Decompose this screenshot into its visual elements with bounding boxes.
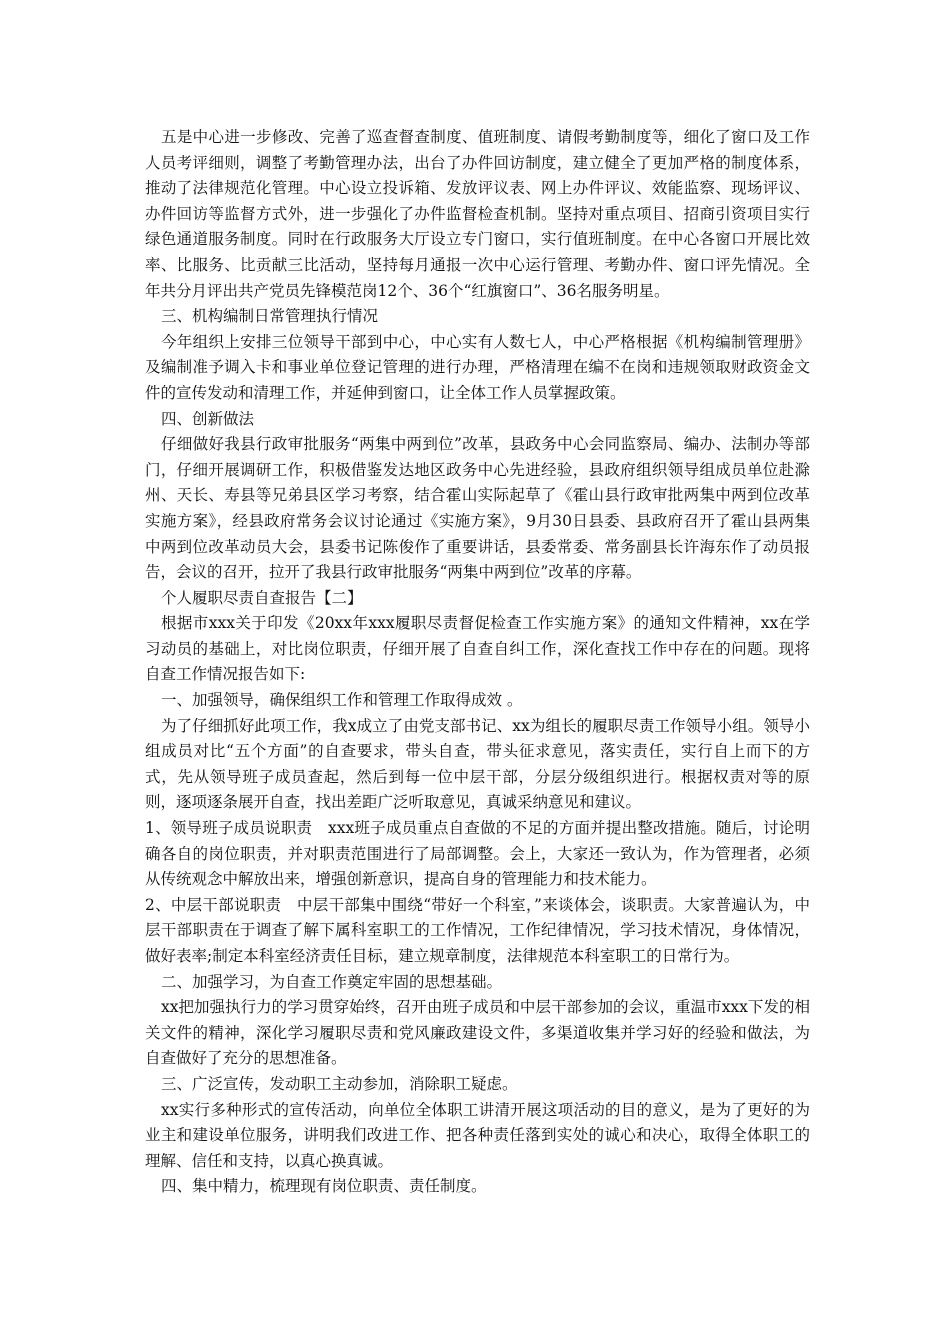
paragraph-innovation: 仔细做好我县行政审批服务“两集中两到位”改革，县政务中心会同监察局、编办、法制办等部门，仔细开展调研工作，积极借鉴发达地区政务中心先进经验，县政府组织领导组成员单位赴滁州、天长、寿县等兄弟县区学习考察，结合霍山实际起草了《霍山县行政审批两集中两到位改革实施方案》，经县政府常务会议讨论通过《实施方案》，9月30日县委、县政府召开了霍山县两集中两到位改革动员大会，县委书记陈俊作了重要讲话，县委常委、常务副县长许海东作了动员报告，会议的召开，拉开了我县行政审批服务“两集中两到位”改革的序幕。 bbox=[145, 435, 810, 582]
report-title-2: 个人履职尽责自查报告【二】 bbox=[161, 588, 363, 607]
paragraph-leadership: 为了仔细抓好此项工作，我x成立了由党支部书记、xx为组长的履职尽责工作领导小组。领导小组成员对比“五个方面”的自查要求，带头自查，带头征求意见，落实责任，实行自上而下的方式，先从领导班子成员查起，然后到每一位中层干部，分层分级组织进行。根据权责对等的原则，逐项逐条展开自查，找出差距广泛听取意见，真诚采纳意见和建议。 bbox=[145, 716, 810, 812]
section-heading-4: 四、创新做法 bbox=[161, 409, 255, 428]
paragraph-publicity: xx实行多种形式的宣传活动，向单位全体职工讲清开展这项活动的目的意义，是为了更好的为业主和建设单位服务，讲明我们改进工作、把各种责任落到实处的诚心和决心，取得全体职工的理解、信任和支持，以真心换真诚。 bbox=[145, 1100, 810, 1170]
paragraph-item-1: 1、领导班子成员说职责 xxx班子成员重点自查做的不足的方面并提出整改措施。随后，讨论明确各自的岗位职责，并对职责范围进行了局部调整。会上，大家还一致认为，作为管理者，必须从传统观念中解放出来，增强创新意识，提高自身的管理能力和技术能力。 bbox=[145, 819, 810, 889]
section-heading-leadership: 一、加强领导，确保组织工作和管理工作取得成效 。 bbox=[161, 691, 523, 710]
paragraph-5-mechanisms: 五是中心进一步修改、完善了巡查督查制度、值班制度、请假考勤制度等，细化了窗口及工作人员考评细则，调整了考勤管理办法，出台了办件回访制度，建立健全了更加严格的制度体系，推动了法律规范化管理。中心设立投诉箱、发放评议表、网上办件评议、效能监察、现场评议、办件回访等监督方式外，进一步强化了办件监督检查机制。坚持对重点项目、招商引资项目实行绿色通道服务制度。同时在行政服务大厅设立专门窗口，实行值班制度。在中心各窗口开展比效率、比服务、比贡献三比活动，坚持每月通报一次中心运行管理、考勤办件、窗口评先情况。全年共分月评出共产党员先锋模范岗12个、36个“红旗窗口”、36名服务明星。 bbox=[145, 128, 810, 300]
paragraph-item-2: 2、中层干部说职责 中层干部集中围绕“带好一个科室，”来谈体会，谈职责。大家普遍认为，中层干部职责在于调查了解下属科室职工的工作情况，工作纪律情况，学习技术情况，身体情况，做好表率;制定本科室经济责任目标，建立规章制度，法律规范本科室职工的日常行为。 bbox=[145, 895, 810, 965]
section-heading-publicity: 三、广泛宣传，发动职工主动参加，消除职工疑虑。 bbox=[161, 1074, 518, 1093]
section-heading-learning: 二、加强学习，为自查工作奠定牢固的思想基础。 bbox=[161, 972, 503, 991]
section-heading-focus: 四、集中精力，梳理现有岗位职责、责任制度。 bbox=[161, 1177, 487, 1196]
paragraph-learning: xx把加强执行力的学习贯穿始终，召开由班子成员和中层干部参加的会议，重温市xxx下发的相关文件的精神，深化学习履职尽责和党风廉政建设文件，多渠道收集并学习好的经验和做法，为自查做好了充分的思想准备。 bbox=[145, 998, 810, 1068]
paragraph-staffing: 今年组织上安排三位领导干部到中心，中心实有人数七人，中心严格根据《机构编制管理册》及编制准予调入卡和事业单位登记管理的进行办理，严格清理在编不在岗和违规领取财政资金文件的宣传发动和清理工作，并延伸到窗口，让全体工作人员掌握政策。 bbox=[145, 332, 810, 402]
paragraph-report-intro: 根据市xxx关于印发《20xx年xxx履职尽责督促检查工作实施方案》的通知文件精神，xx在学习动员的基础上，对比岗位职责，仔细开展了自查自纠工作，深化查找工作中存在的问题。现将自查工作情况报告如下: bbox=[145, 614, 810, 684]
section-heading-3: 三、机构编制日常管理执行情况 bbox=[161, 307, 379, 326]
